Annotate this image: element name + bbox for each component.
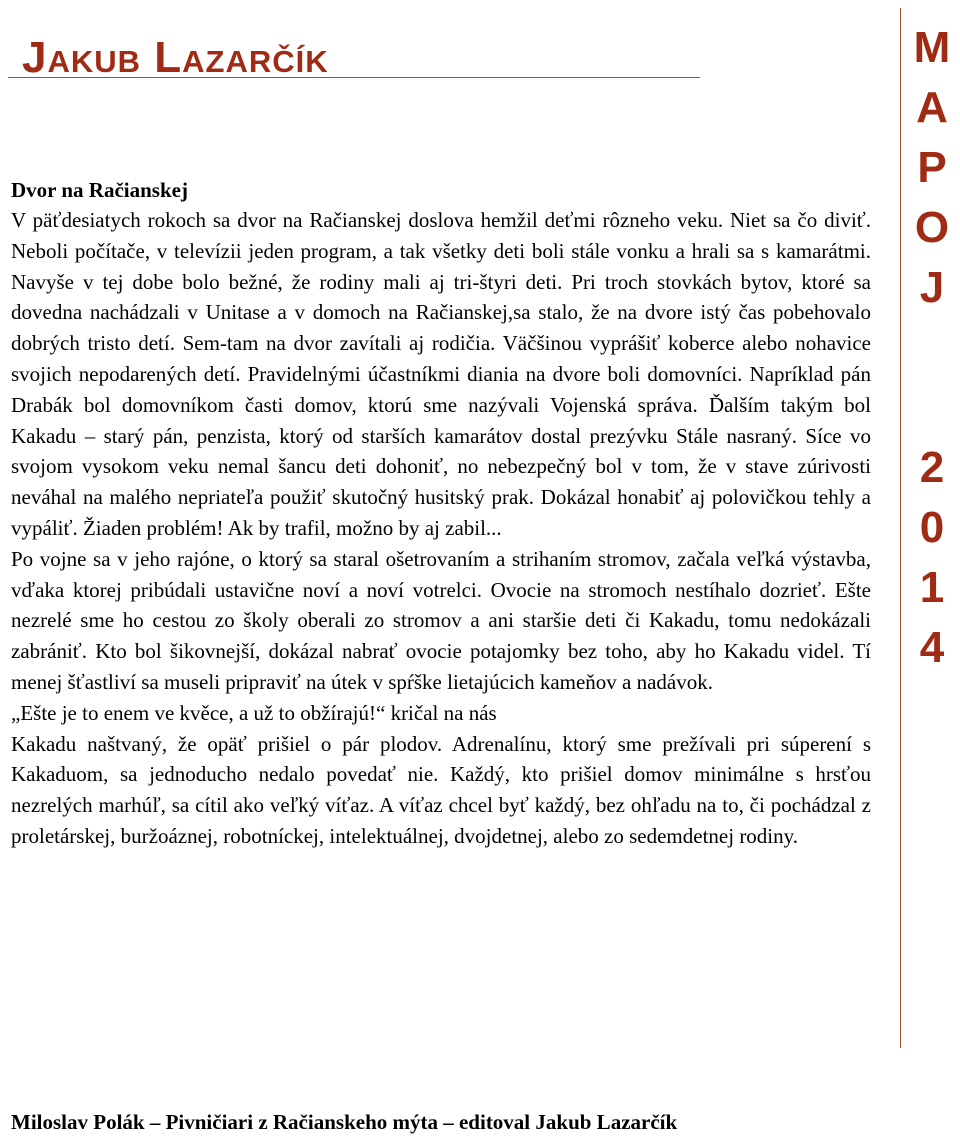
footer-credit: Miloslav Polák – Pivničiari z Račianskeho mýta – editoval Jakub Lazarčík [11, 1110, 678, 1134]
sidebar-gap [903, 318, 960, 438]
sidebar-divider [900, 8, 901, 1048]
sidebar-digit-0: 0 [919, 503, 945, 552]
sidebar-letter-m: M [913, 23, 951, 72]
sidebar-vertical-title [903, 18, 960, 678]
author-name: Jakub Lazarčík [22, 33, 329, 82]
sidebar-letter-a: A [916, 83, 948, 132]
sidebar-digit-2: 2 [919, 443, 945, 492]
sidebar-digit-4: 4 [919, 623, 945, 672]
title-underline [8, 77, 700, 78]
paragraph-2: Po vojne sa v jeho rajóne, o ktorý sa staral ošetrovaním a strihaním stromov, začala veľká výstavba, vďaka ktorej pribúdali ustavične noví a noví votrelci. Ovocie na stromoch nestíhalo dozrieť. Ešte nezrelé sme ho cestou zo školy oberali zo stromov a ani staršie deti či Kakadu, tomu nedokázali zabrániť. Kto bol šikovnejší, dokázal nabrať ovocie potajomky bez toho, aby ho Kakadu videl. Tí menej šťastliví sa museli pripraviť na útek v spŕške lietajúcich kameňov a nadávok. [11, 546, 871, 694]
article [11, 175, 871, 852]
sidebar-letter-p: P [917, 143, 947, 192]
article-heading: Dvor na Račianskej [11, 178, 188, 202]
paragraph-3: Kakadu naštvaný, že opäť prišiel o pár plodov. Adrenalínu, ktorý sme prežívali pri súperení s Kakaduom, sa jednoducho nedalo povedať nie. Každý, kto prišiel domov minimálne s hrsťou nezrelých marhúľ, sa cítil ako veľký víťaz. A víťaz chcel byť každý, bez ohľadu na to, či pochádzal z proletárskej, buržoáznej, robotníckej, intelektuálnej, dvojdetnej, alebo zo sedemdetnej rodiny. [11, 731, 871, 848]
sidebar-letter-o: O [914, 203, 950, 252]
sidebar-letter-j: J [919, 263, 945, 312]
paragraph-1: V päťdesiatych rokoch sa dvor na Račianskej doslova hemžil deťmi rôzneho veku. Niet sa čo diviť. Neboli počítače, v televízii jeden program, a tak všetky deti boli stále vonku a hrali sa s kamarátmi. Navyše v tej dobe bolo bežné, že rodiny mali aj tri-štyri deti. Pri troch stovkách bytov, ktoré sa dovedna nachádzali v Unitase a v domoch na Račianskej,sa stalo, že na dvore istý čas pobehovalo dobrých tristo detí. Sem-tam na dvor zavítali aj rodičia. Väčšinou vyprášiť koberce alebo nohavice svojich nepodarených detí. Pravidelnými účastníkmi diania na dvore boli domovníci. Napríklad pán Drabák bol domovníkom časti domov, ktorú sme nazývali Vojenská správa. Ďalším takým bol Kakadu – starý pán, penzista, ktorý od starších kamarátov dostal prezývku Stále nasraný. Síce vo svojom vysokom veku nemal šancu deti dohoniť, no nebezpečný bol v tom, že v stave zúrivosti neváhal na malého nepriateľa použiť skutočný husitský prak. Dokázal honabiť aj polovičkou tehly a vypáliť. Žiaden problém! Ak by trafil, možno by aj zabil... [11, 208, 871, 540]
quote-line: „Ešte je to enem ve kvěce, a už to obžírajú!“ kričal na nás [11, 700, 497, 725]
sidebar-digit-1: 1 [919, 563, 945, 612]
